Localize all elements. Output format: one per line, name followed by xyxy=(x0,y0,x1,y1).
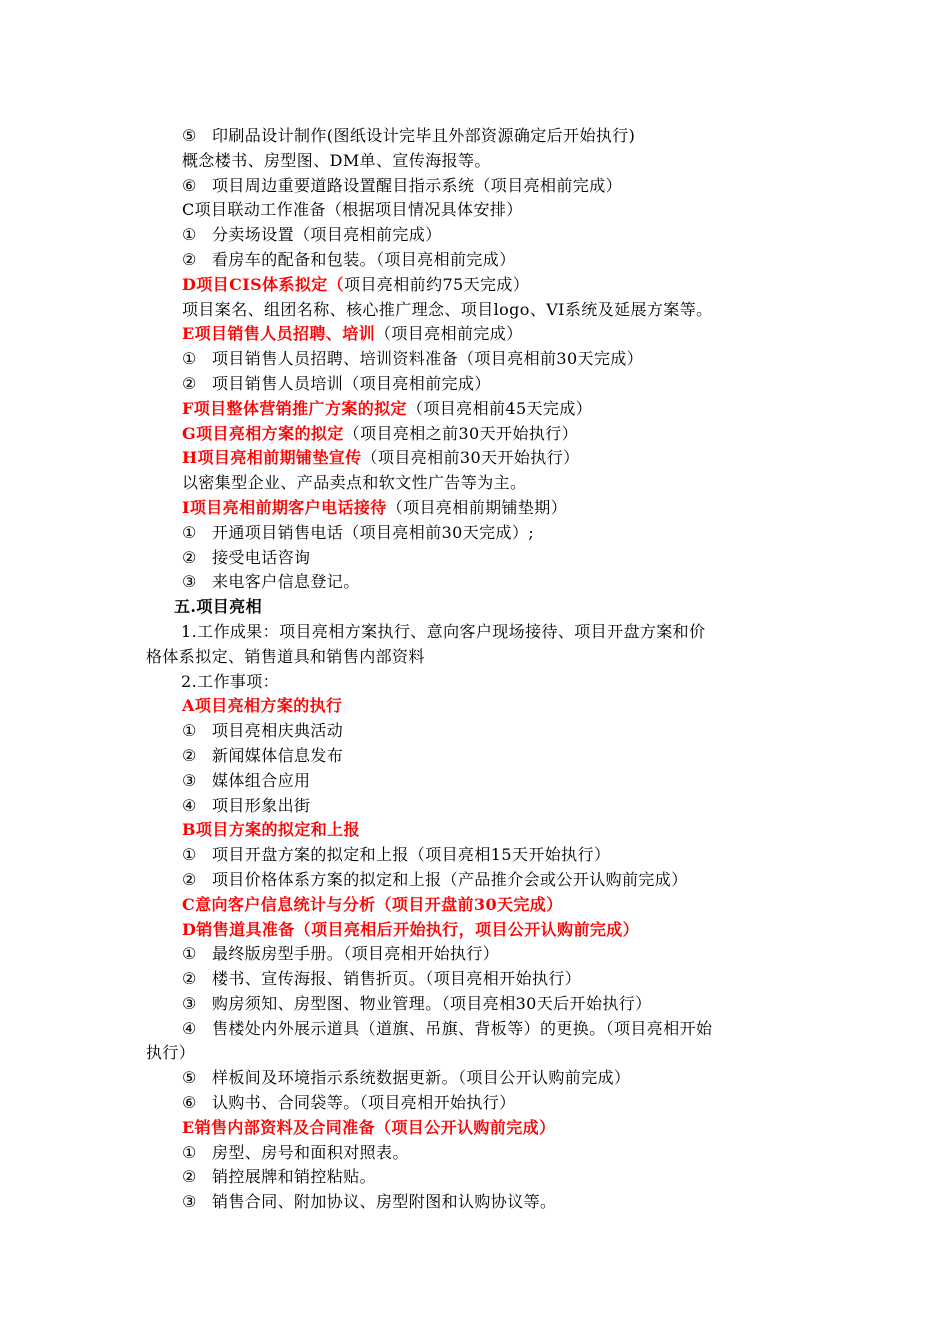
item-text: 项目销售人员培训（项目亮相前完成） xyxy=(212,373,491,393)
heading-note: （项目亮相前期铺垫期） xyxy=(386,497,568,517)
item-number: ③ xyxy=(182,572,197,592)
list-item xyxy=(0,1091,950,1116)
heading-note: （项目亮相前45天完成） xyxy=(406,398,593,418)
item-text: 楼书、宣传海报、销售折页。（项目亮相开始执行） xyxy=(212,969,582,989)
item-number: ④ xyxy=(182,1018,197,1038)
list-item xyxy=(0,372,950,397)
subsection-heading xyxy=(0,694,950,719)
item-number: ③ xyxy=(182,1192,197,1212)
item-number: ① xyxy=(182,225,197,245)
item-text: 售楼处内外展示道具（道旗、吊旗、背板等）的更换。（项目亮相开始 xyxy=(212,1018,713,1038)
heading-note: （项目亮相之前30天开始执行） xyxy=(343,423,579,443)
heading-red-text: B项目方案的拟定和上报 xyxy=(182,820,360,840)
item-number: ⑤ xyxy=(182,126,197,145)
item-text: 接受电话咨询 xyxy=(212,547,311,567)
item-text: 销控展牌和销控粘贴。 xyxy=(212,1167,377,1187)
heading-red-text: F项目整体营销推广方案的拟定 xyxy=(182,398,407,418)
item-number: ① xyxy=(182,1142,197,1162)
item-number: ① xyxy=(182,845,197,865)
list-item xyxy=(0,223,950,248)
list-item xyxy=(0,794,950,819)
item-number: ③ xyxy=(182,770,197,790)
heading-note: （项目亮相前30天开始执行） xyxy=(361,448,580,468)
item-number: ① xyxy=(182,944,197,964)
item-number: ① xyxy=(182,349,197,369)
list-item xyxy=(0,992,950,1017)
item-text: 销售合同、附加协议、房型附图和认购协议等。 xyxy=(212,1192,557,1212)
subsection-heading xyxy=(0,1116,950,1141)
subsection-heading xyxy=(0,918,950,943)
section-title: 五.项目亮相 xyxy=(174,597,262,617)
list-item xyxy=(0,843,950,868)
list-item xyxy=(0,124,950,149)
text-line: C项目联动工作准备（根据项目情况具体安排） xyxy=(182,200,523,220)
item-number: ④ xyxy=(182,795,197,815)
list-item xyxy=(0,521,950,546)
heading-red-text: H项目亮相前期铺垫宣传 xyxy=(182,448,362,468)
list-item xyxy=(0,942,950,967)
item-text: 开通项目销售电话（项目亮相前30天完成）; xyxy=(212,522,535,542)
heading-red-text: G项目亮相方案的拟定 xyxy=(182,423,344,443)
text-line: 项目案名、组团名称、核心推广理念、项目logo、VI系统及延展方案等。 xyxy=(182,299,713,319)
subsection-heading xyxy=(0,446,950,471)
item-number: ② xyxy=(182,869,197,889)
item-text: 样板间及环境指示系统数据更新。（项目公开认购前完成） xyxy=(212,1068,631,1088)
subsection-heading xyxy=(0,322,950,347)
paragraph-line: 1.工作成果：项目亮相方案执行、意向客户现场接待、项目开盘方案和价 xyxy=(181,621,706,641)
item-number: ⑥ xyxy=(182,1093,197,1113)
list-item xyxy=(0,248,950,273)
list-item xyxy=(0,868,950,893)
list-item xyxy=(0,744,950,769)
item-number: ① xyxy=(182,522,197,542)
continuation-line: 格体系拟定、销售道具和销售内部资料 xyxy=(146,646,425,666)
heading-red-text: D销售道具准备（项目亮相后开始执行，项目公开认购前完成） xyxy=(182,919,640,939)
item-text: 项目形象出街 xyxy=(212,795,311,815)
item-number: ② xyxy=(182,249,197,269)
list-item xyxy=(0,1066,950,1091)
item-text: 来电客户信息登记。 xyxy=(212,572,360,592)
list-item xyxy=(0,1165,950,1190)
subsection-heading xyxy=(0,818,950,843)
list-item xyxy=(0,967,950,992)
list-item xyxy=(0,546,950,571)
item-text: 分卖场设置（项目亮相前完成） xyxy=(212,225,442,245)
list-item xyxy=(0,347,950,372)
heading-red-text: I项目亮相前期客户电话接待 xyxy=(182,497,387,517)
list-item xyxy=(0,1017,950,1042)
subsection-heading xyxy=(0,496,950,521)
item-number: ② xyxy=(182,547,197,567)
item-text: 项目亮相庆典活动 xyxy=(212,721,344,741)
item-text: 项目销售人员招聘、培训资料准备（项目亮相前30天完成） xyxy=(212,349,644,369)
list-item xyxy=(0,769,950,794)
list-item xyxy=(0,719,950,744)
heading-red-text: A项目亮相方案的执行 xyxy=(182,696,343,716)
document-page xyxy=(0,124,950,1215)
item-text: 认购书、合同袋等。（项目亮相开始执行） xyxy=(212,1093,516,1113)
item-number: ③ xyxy=(182,993,197,1013)
item-text: 最终版房型手册。（项目亮相开始执行） xyxy=(212,944,500,964)
list-item xyxy=(0,174,950,199)
continuation-line: 执行） xyxy=(146,1043,196,1063)
item-number: ⑥ xyxy=(182,175,197,195)
item-text: 印刷品设计制作(图纸设计完毕且外部资源确定后开始执行) xyxy=(212,126,636,145)
item-number: ② xyxy=(182,373,197,393)
heading-red-text: D项目CIS体系拟定（ xyxy=(182,274,345,294)
item-text: 项目开盘方案的拟定和上报（项目亮相15天开始执行） xyxy=(212,845,611,865)
item-text: 购房须知、房型图、物业管理。（项目亮相30天后开始执行） xyxy=(212,993,652,1013)
heading-note: 项目亮相前约75天完成） xyxy=(344,274,530,294)
heading-red-text: E销售内部资料及合同准备（项目公开认购前完成） xyxy=(182,1117,556,1137)
item-number: ② xyxy=(182,745,197,765)
paragraph-line: 2.工作事项： xyxy=(181,671,280,691)
item-number: ② xyxy=(182,969,197,989)
list-item xyxy=(0,1141,950,1166)
text-line: 以密集型企业、产品卖点和软文性广告等为主。 xyxy=(182,473,527,493)
item-text: 看房车的配备和包装。（项目亮相前完成） xyxy=(212,249,516,269)
item-text: 房型、房号和面积对照表。 xyxy=(212,1142,409,1162)
subsection-heading xyxy=(0,273,950,298)
item-text: 新闻媒体信息发布 xyxy=(212,745,344,765)
item-number: ⑤ xyxy=(182,1068,197,1088)
item-number: ① xyxy=(182,721,197,741)
item-text: 媒体组合应用 xyxy=(212,770,311,790)
subsection-heading xyxy=(0,893,950,918)
item-text: 项目周边重要道路设置醒目指示系统（项目亮相前完成） xyxy=(212,175,623,195)
heading-note: （项目亮相前完成） xyxy=(375,324,523,344)
item-number: ② xyxy=(182,1167,197,1187)
list-item xyxy=(0,570,950,595)
list-item xyxy=(0,1190,950,1215)
subsection-heading xyxy=(0,397,950,422)
text-line: 概念楼书、房型图、DM单、宣传海报等。 xyxy=(182,150,491,170)
item-text: 项目价格体系方案的拟定和上报（产品推介会或公开认购前完成） xyxy=(212,869,688,889)
heading-red-text: C意向客户信息统计与分析（项目开盘前30天完成） xyxy=(182,894,563,914)
subsection-heading xyxy=(0,422,950,447)
heading-red-text: E项目销售人员招聘、培训 xyxy=(182,324,375,344)
